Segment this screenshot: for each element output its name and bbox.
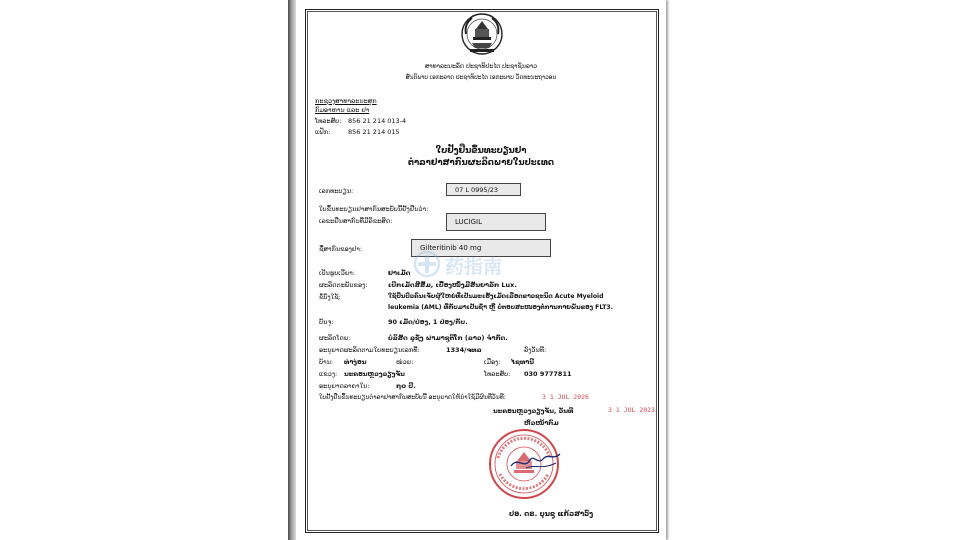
form-label: ເປັນຮູບເວີຍາ: <box>319 269 355 277</box>
license-date-label: ລົງວັນທີ: <box>524 346 547 354</box>
header-line-1: ສາທາລະນະລັດ ປະຊາທິປະໄຕ ປະຊາຊົນລາວ <box>424 63 538 70</box>
valid-text: ໃບຢັ້ງຢືນຂຶ້ນທະບຽນຕໍາລາຢາສາກົນສະບັບນີ້ ອະນຸຍາດໃຫ້ນໍາໃຊ້ມີຜົນທີ່ວັນທີ: <box>319 394 506 401</box>
lao-emblem-icon <box>460 12 504 56</box>
tel-value: 030 9777811 <box>524 370 572 378</box>
indication-line-2: leukemia (AML) ທີ່ກັບມາເປັນຊໍ້າ ຫຼື ບໍ່ຕອບສະໜອງຕໍ່ການກາຍພັນຂອງ FLT3. <box>388 304 613 311</box>
signatory-name: ປອ. ດຣ. ບຸນຊູ ແກ້ວສາວົງ <box>509 510 594 518</box>
manufacturer-value: ເບີກເມັດສີສົ້ມ, ເບື້ອງໜຶ່ງມີສັນຍາລັກ Lux. <box>388 281 517 289</box>
stamp-date-top: 3 1 JUL 2026 <box>542 393 589 401</box>
brand-label: ເລຂະຢືນສາກົນທີ່ມີລິຂະສິດ: <box>319 217 393 225</box>
city-label: ແຂວງ: <box>319 370 338 378</box>
fax-label: ແຟັກ: <box>315 128 331 136</box>
license-label: ອະນຸຍາດຜະລິດຕາມໃບທະບຽນເລກທີ່: <box>319 346 420 354</box>
stamp-date-main: 3 1 JUL 2023 <box>608 406 655 414</box>
unit-label: ໜ່ວຍ: <box>396 358 414 366</box>
phone-label: ໂທລະສັບ: <box>315 117 342 125</box>
watermark-text: 药指南 <box>445 256 503 278</box>
indication-line-1: ໃຊ້ປິ່ນປົວຄົນເຈັບຜູ້ໃຫຍ່ທີ່ເປັນມະເຮັງເມັດເລືອດຂາວຊະນິດ Acute Myeloid <box>388 293 604 300</box>
city-value: ນະຄອນຫຼວງວຽງຈັນ <box>344 370 405 378</box>
page-scan-shadow <box>288 0 296 540</box>
generic-box: Gilteritinib 40 mg <box>411 239 551 257</box>
handwritten-signature <box>508 448 564 474</box>
pack-label: ບັນຈຸ: <box>319 318 334 326</box>
generic-label: ຊື່ສາກົນຂອງຢາ: <box>319 245 363 253</box>
form-value: ຢາເມັດ <box>388 269 411 277</box>
manufacturer-label: ຜະລິດຕະພັນຂອງ: <box>319 281 368 289</box>
phone-value: 856 21 214 013-4 <box>348 117 407 125</box>
district-value: ໄຊທານີ <box>511 358 534 366</box>
tel-label: ໂທລະສັບ: <box>484 370 511 378</box>
reg-no-label: ເລກທະບຽນ: <box>319 187 354 195</box>
header-line-2: ສັນຕິພາບ ເອກະລາດ ປະຊາທິປະໄຕ ເອກະພາບ ວັດທະນະຖາວອນ <box>405 75 557 81</box>
certificate-document <box>296 0 666 540</box>
village-value: ທ່າງ່ອນ <box>344 358 367 366</box>
license-number: 1334/ຈທລ <box>446 346 482 354</box>
maker-label: ຜະລິດໂດຍ: <box>319 334 351 342</box>
village-label: ບ້ານ: <box>319 358 334 366</box>
watermark-logo-icon <box>413 250 441 278</box>
brand-box: LUCIGIL <box>446 213 546 231</box>
validity-label: ອະນຸຍາດລາຄາໃນ: <box>319 382 370 390</box>
certify-text: ໃບຂຶ້ນທະບຽນຢາສາກົນສະບັບນີ້ຢັ້ງຢືນວ່າ: <box>319 205 429 213</box>
district-label: ເມືອງ: <box>484 358 501 366</box>
fax-value: 856 21 214 015 <box>348 128 400 136</box>
pack-value: 90 ເມັດ/ປ່ອງ, 1 ປ່ອງ/ກັບ. <box>388 318 468 326</box>
department-name: ກົມອາຫານ ແລະ ຢາ <box>315 106 370 114</box>
watermark <box>409 248 544 280</box>
maker-value: ບໍລິສັດ ລູຊັ່ງ ຟາມາຊູຕິໂກ (ລາວ) ຈໍາກັດ. <box>388 334 508 342</box>
validity-value: ໗໐ ປີ. <box>396 382 416 390</box>
signature-place: ນະຄອນຫຼວງວຽງຈັນ, ວັນທີ <box>493 407 574 415</box>
certificate-subtitle: ຕໍາລາຢາສາກົນຜະລິດພາຍໃນປະເທດ <box>407 158 554 168</box>
indication-label: ຂໍ້ບົ່ງໃຊ້: <box>319 293 341 301</box>
reg-no-box: 07 L 0995/23 <box>446 183 521 196</box>
signature-role: ຫົວໜ້າກົມ <box>524 419 559 427</box>
certificate-title: ໃບຢັ້ງຢືນຂຶ້ນທະບຽນຢາ <box>435 146 527 156</box>
ministry-name: ກະຊວງສາທາລະນະສຸກ <box>315 97 377 105</box>
